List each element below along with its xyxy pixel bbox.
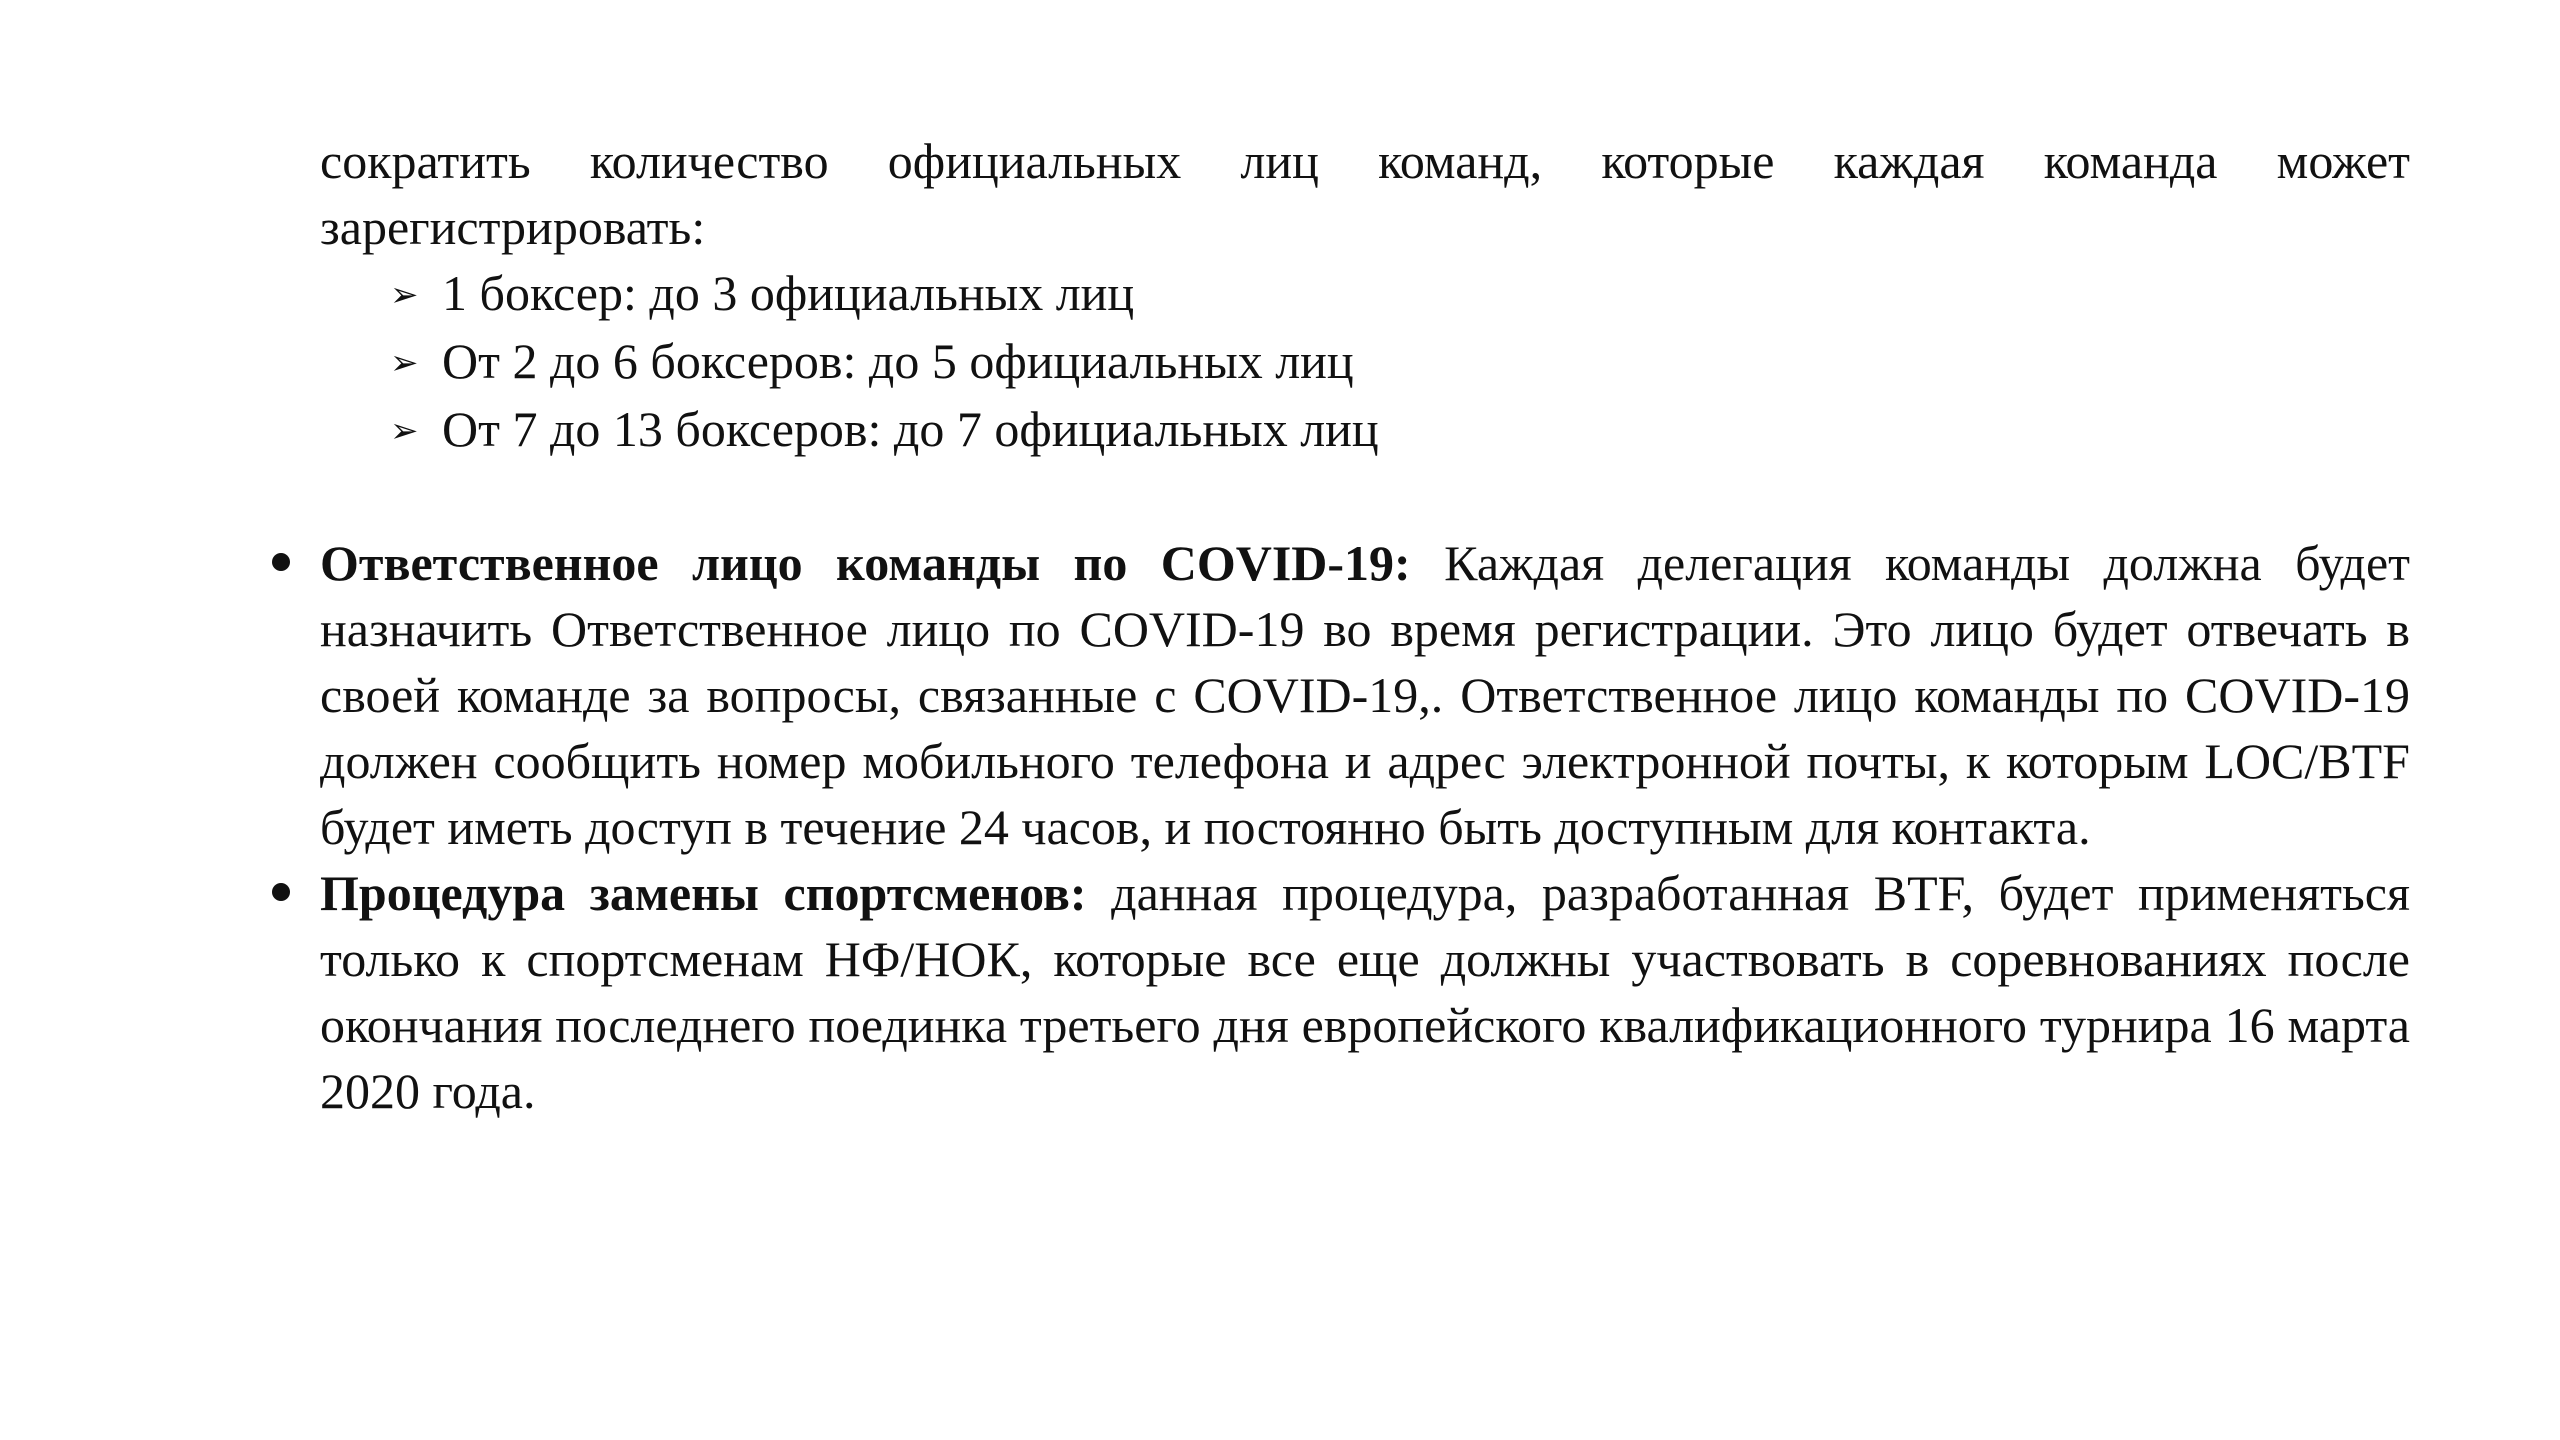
bullet-text: Каждая делегация команды должна будет назначить Ответственное лицо по COVID-19 во время регистрации. Это лицо будет отвечать в своей команде за вопросы, связанные с COVID-19,. Ответственное лицо команды по COVID-19 должен сообщить номер мобильного телефона и адрес электронной почты, к которым LOC/BTF будет иметь доступ в течение 24 часов, и постоянно быть доступным для контакта. xyxy=(320,535,2410,855)
bullet-lead: Процедура замены спортсменов: xyxy=(320,865,1087,921)
arrow-bullet-icon: ➢ xyxy=(390,411,419,451)
bullet-text: данная процедура, разработанная BTF, будет применяться только к спортсменам НФ/НОК, которые все еще должны участвовать в соревнованиях после окончания последнего поединка третьего дня европейского квалификационного турнира 16 марта 2020 года. xyxy=(320,865,2410,1119)
list-item xyxy=(390,328,2410,396)
bullet-lead: Ответственное лицо команды по COVID-19: xyxy=(320,535,1411,591)
arrow-bullet-icon: ➢ xyxy=(390,275,419,315)
intro-paragraph: сократить количество официальных лиц команд, которые каждая команда может зарегистрировать: xyxy=(320,133,2410,255)
list-item-text: От 2 до 6 боксеров: до 5 официальных лиц xyxy=(442,333,1354,389)
arrow-bullet-icon: ➢ xyxy=(390,343,419,383)
paragraph-spacer xyxy=(320,464,2410,530)
bullet-dot-icon xyxy=(272,883,290,901)
list-item-text: 1 боксер: до 3 официальных лиц xyxy=(442,265,1135,321)
official-limits-list xyxy=(320,260,2410,464)
bullet-list xyxy=(320,530,2410,1124)
list-item-text: От 7 до 13 боксеров: до 7 официальных лиц xyxy=(442,401,1379,457)
list-item xyxy=(390,396,2410,464)
list-item xyxy=(390,260,2410,328)
document-body xyxy=(320,128,2410,1124)
bullet-item-athlete-replacement xyxy=(320,860,2410,1124)
bullet-item-covid-officer xyxy=(320,530,2410,860)
bullet-dot-icon xyxy=(272,553,290,571)
